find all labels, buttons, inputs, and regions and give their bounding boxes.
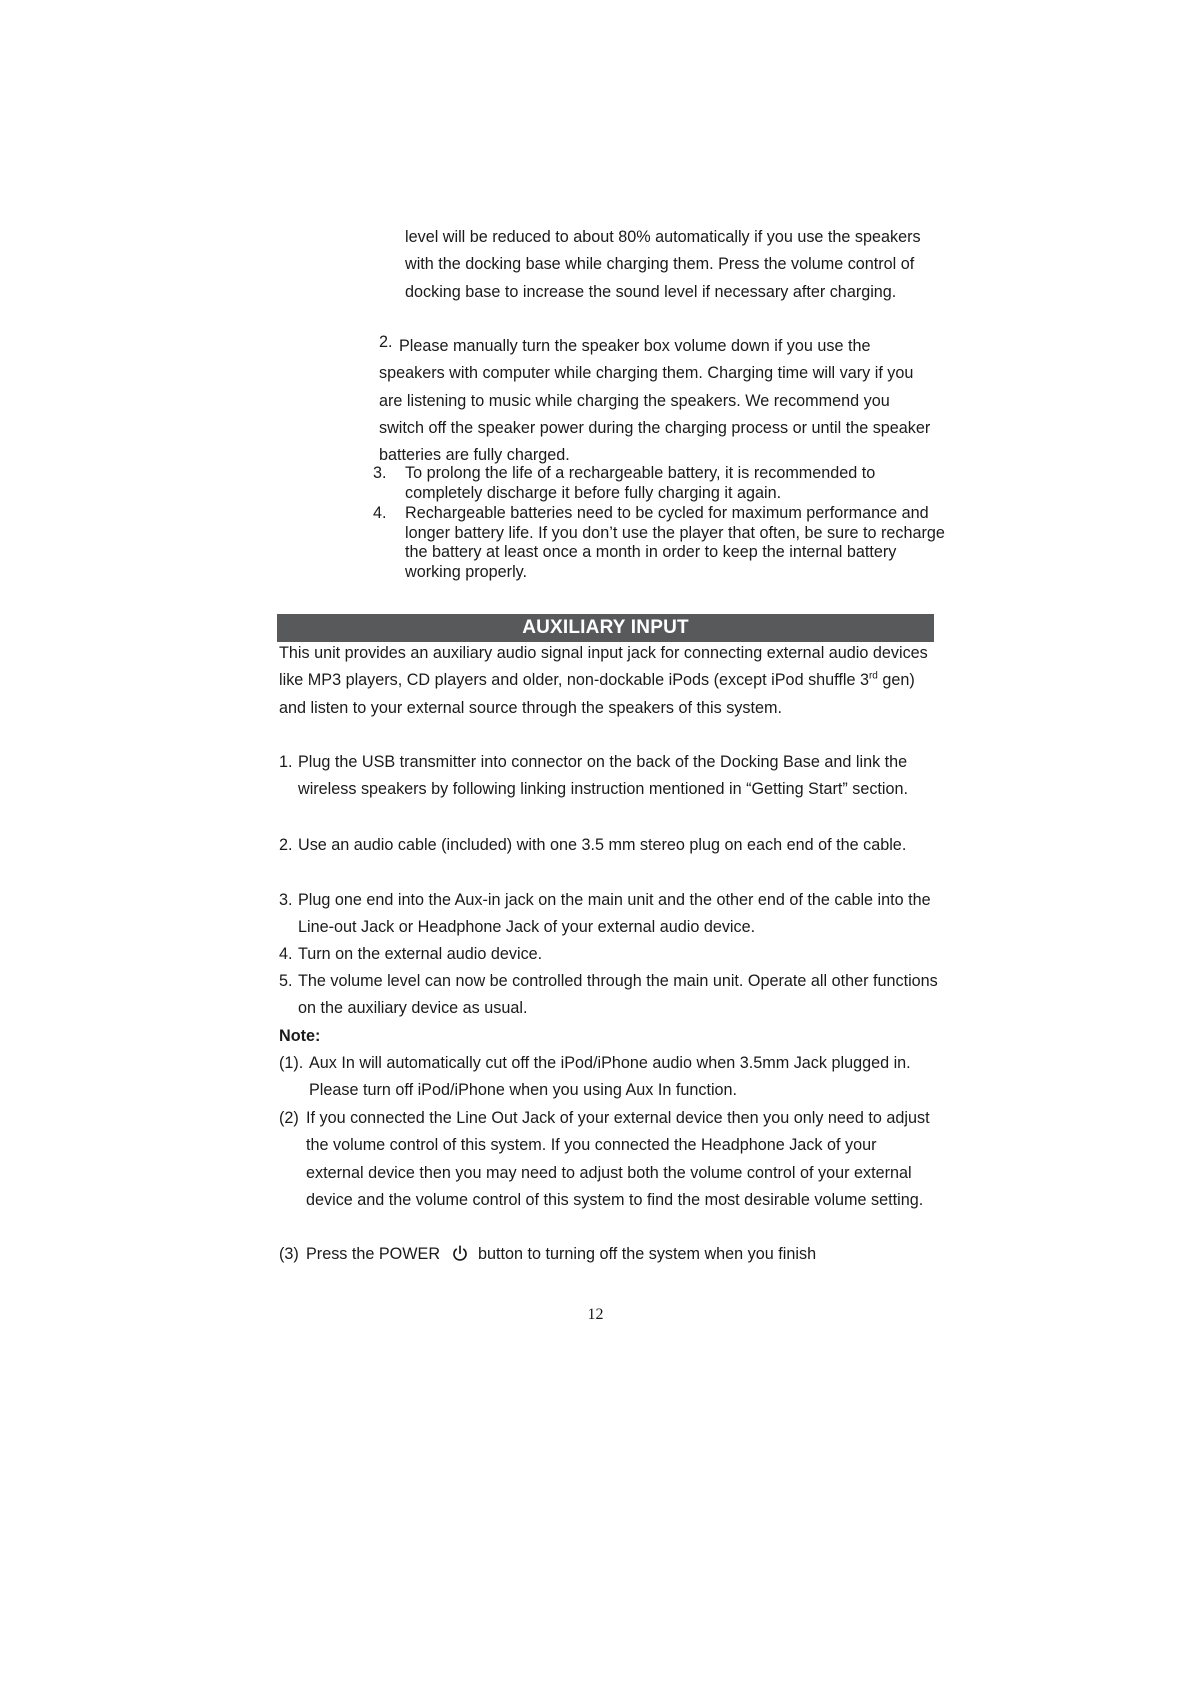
note-label: (1).	[279, 1054, 304, 1072]
note-title: Note:	[279, 1027, 321, 1045]
step-text: The volume level can now be controlled through the main unit. Operate all other functions on the auxiliary device as usual.	[298, 972, 938, 1018]
step-text: Turn on the external audio device.	[298, 945, 543, 963]
charging-note-text: To prolong the life of a rechargeable battery, it is recommended to completely discharge it before fully charging it again.	[405, 464, 876, 502]
note-label: (2)	[279, 1109, 299, 1127]
step-text: Use an audio cable (included) with one 3.5 mm stereo plug on each end of the cable.	[298, 836, 907, 854]
step-text: Plug the USB transmitter into connector on the back of the Docking Base and link the wireless speakers by following linking instruction mentioned in “Getting Start” section.	[298, 753, 909, 799]
step-number: 1.	[279, 753, 293, 771]
note-text: Press the POWER button to turning off the system when you finish	[306, 1241, 938, 1271]
step-text: Plug one end into the Aux-in jack on the main unit and the other end of the cable into the Line-out Jack or Headphone Jack of your external audio device.	[298, 891, 931, 937]
step-number: 4.	[279, 945, 293, 963]
note-text: Aux In will automatically cut off the iPod/iPhone audio when 3.5mm Jack plugged in. Please turn off iPod/iPhone when you using Aux In function.	[309, 1054, 911, 1100]
charging-note-number: 4.	[373, 504, 387, 522]
step-number: 3.	[279, 891, 293, 909]
charging-note-text: Rechargeable batteries need to be cycled for maximum performance and longer battery life. If you don’t use the player that often, be sure to recharge the battery at least once a month in order to keep the internal battery working properly.	[405, 504, 945, 581]
note-label: (3)	[279, 1245, 299, 1263]
charging-note-number: 3.	[373, 464, 387, 482]
note-text: If you connected the Line Out Jack of your external device then you only need to adjust the volume control of this system. If you connected the Headphone Jack of your external device then you may need to adjust both the volume control of your external device and the volume control of this system to find the most desirable volume setting.	[306, 1109, 930, 1209]
continuation-paragraph: level will be reduced to about 80% automatically if you use the speakers with the docking base while charging them. Press the volume control of docking base to increase the sound level if necessary after charging.	[405, 228, 921, 301]
page-number: 12	[587, 1306, 604, 1323]
charging-note-text: Please manually turn the speaker box volume down if you use the speakers with computer while charging them. Charging time will vary if you are listening to music while charging the speakers. We recommend you switch off the speaker power during the charging process or until the speaker batteries are fully charged.	[379, 337, 931, 465]
intro-paragraph: This unit provides an auxiliary audio signal input jack for connecting external audio devices like MP3 players, CD players and older, non-dockable iPods (except iPod shuffle 3rd gen) and listen to your external source through the speakers of this system.	[279, 644, 928, 717]
step-number: 5.	[279, 972, 293, 990]
superscript-ordinal: rd	[868, 670, 878, 682]
power-icon	[452, 1244, 468, 1271]
step-number: 2.	[279, 836, 293, 854]
section-header: AUXILIARY INPUT	[277, 614, 934, 642]
charging-note-number: 2.	[379, 333, 393, 351]
